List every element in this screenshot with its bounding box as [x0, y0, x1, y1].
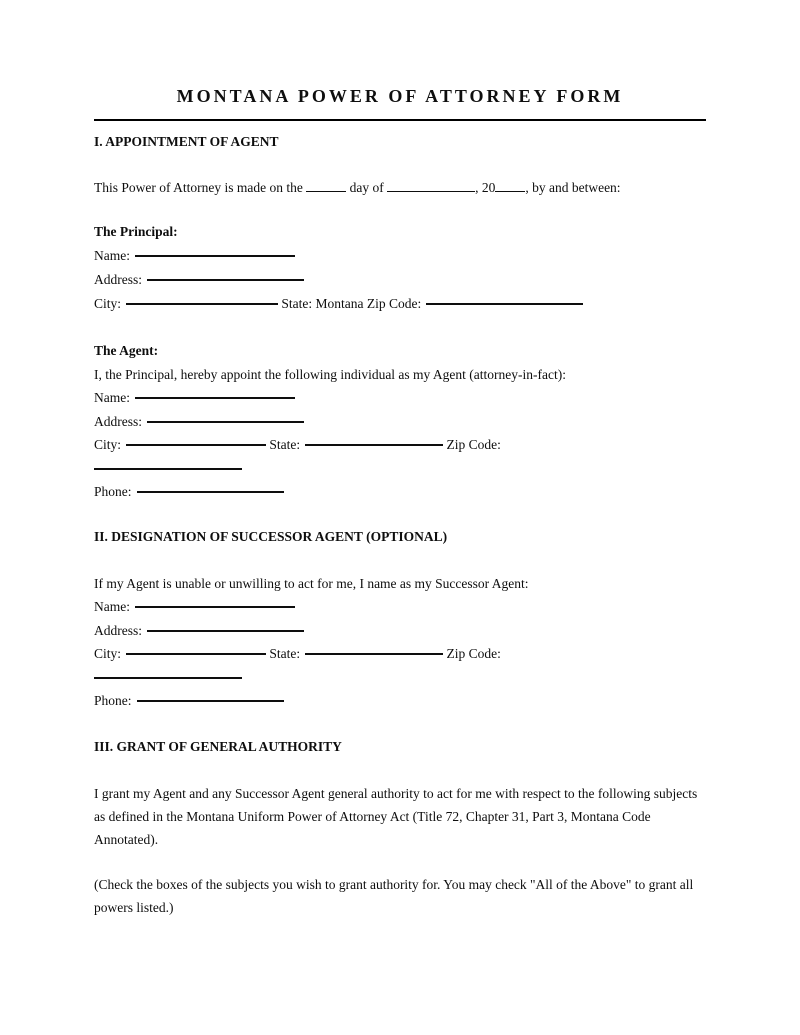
agent-address-line	[147, 421, 304, 423]
agent-zip-label: Zip Code:	[446, 437, 501, 452]
principal-heading: The Principal:	[94, 224, 178, 239]
successor-city-line	[126, 653, 266, 655]
agent-zip-line-row	[94, 457, 706, 481]
opening-tail: , by and between:	[525, 179, 621, 195]
successor-phone-line	[137, 700, 284, 702]
successor-address-label: Address:	[94, 622, 142, 638]
opening-statement	[94, 176, 706, 200]
successor-block	[94, 572, 706, 713]
principal-block	[94, 220, 706, 316]
principal-name-row	[94, 244, 706, 268]
principal-state-value: Montana	[315, 296, 364, 311]
agent-name-line	[135, 397, 295, 399]
principal-address-row	[94, 268, 706, 292]
successor-intro: If my Agent is unable or unwilling to act for me, I name as my Successor Agent:	[94, 575, 529, 591]
agent-zip-line	[94, 468, 242, 470]
successor-zip-label: Zip Code:	[446, 646, 501, 661]
successor-state-label: State:	[269, 646, 301, 661]
principal-city-label: City:	[94, 296, 122, 311]
principal-zip-line	[426, 303, 583, 305]
opening-year-prefix: , 20	[475, 179, 496, 195]
successor-name-line	[135, 606, 295, 608]
successor-city-row	[94, 642, 706, 666]
section-2-heading: II. DESIGNATION OF SUCCESSOR AGENT (OPTIONAL)	[94, 529, 448, 544]
agent-heading: The Agent:	[94, 343, 159, 358]
agent-state-label: State:	[269, 437, 301, 452]
section-3-heading: III. GRANT OF GENERAL AUTHORITY	[94, 738, 342, 754]
successor-phone-label: Phone:	[94, 693, 132, 708]
opening-lead: This Power of Attorney is made on the	[94, 179, 303, 195]
title-divider	[94, 119, 706, 121]
successor-state-line	[305, 653, 443, 655]
successor-zip-line	[94, 677, 242, 679]
opening-day-of: day of	[349, 179, 384, 195]
grant-paragraph: I grant my Agent and any Successor Agent general authority to act for me with respect to the following subjects as defined in the Montana Uniform Power of Attorney Act (Title 72, Chapter 31, Part 3, Montana Code Annotated).	[94, 785, 698, 847]
month-blank	[387, 189, 475, 192]
agent-city-line	[126, 444, 266, 446]
year-blank	[495, 189, 525, 192]
principal-zip-label: Zip Code:	[366, 296, 422, 311]
successor-phone-row	[94, 689, 706, 713]
successor-address-row	[94, 619, 706, 643]
agent-block	[94, 339, 706, 504]
agent-city-label: City:	[94, 437, 122, 452]
successor-name-label: Name:	[94, 599, 130, 614]
check-boxes-note: (Check the boxes of the subjects you wish to grant authority for. You may check "All of the Above" to grant all powers listed.)	[94, 876, 694, 915]
principal-city-line	[126, 303, 278, 305]
day-blank	[306, 189, 346, 192]
principal-state-label: State:	[281, 296, 313, 311]
agent-phone-row	[94, 480, 706, 504]
principal-name-label: Name:	[94, 248, 130, 263]
agent-address-row	[94, 410, 706, 434]
section-1-heading: I. APPOINTMENT OF AGENT	[94, 134, 279, 149]
form-title: MONTANA POWER OF ATTORNEY FORM	[176, 86, 624, 106]
principal-address-label: Address:	[94, 272, 142, 287]
principal-city-row	[94, 292, 706, 316]
agent-name-row	[94, 386, 706, 410]
agent-intro: I, the Principal, hereby appoint the following individual as my Agent (attorney-in-fact):	[94, 366, 566, 382]
principal-name-line	[135, 255, 295, 257]
agent-phone-label: Phone:	[94, 484, 132, 499]
successor-name-row	[94, 595, 706, 619]
agent-address-label: Address:	[94, 413, 142, 429]
agent-name-label: Name:	[94, 390, 130, 405]
principal-address-line	[147, 279, 304, 281]
successor-city-label: City:	[94, 646, 122, 661]
agent-state-line	[305, 444, 443, 446]
successor-zip-line-row	[94, 666, 706, 690]
successor-address-line	[147, 630, 304, 632]
agent-phone-line	[137, 491, 284, 493]
agent-city-row	[94, 433, 706, 457]
